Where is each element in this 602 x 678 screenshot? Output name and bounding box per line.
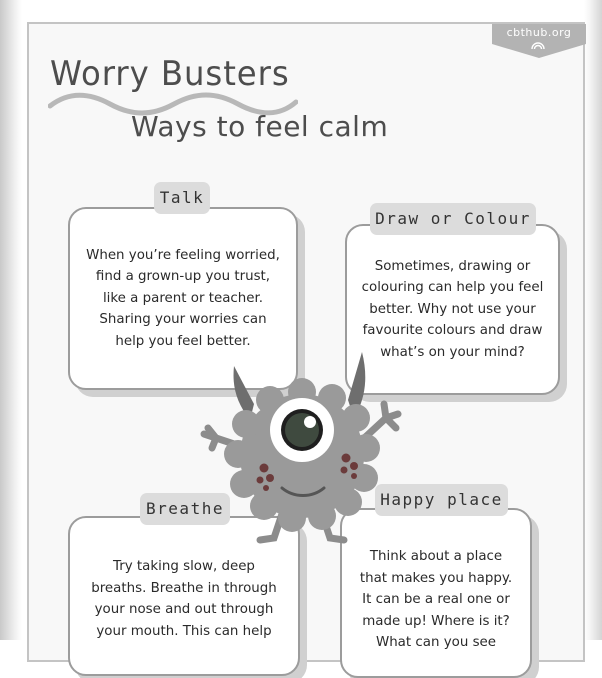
breathe-label: Breathe <box>140 493 230 525</box>
draw-label: Draw or Colour <box>370 203 536 235</box>
breathe-card-text: Try taking slow, deep breaths. Breathe in through your nose and out through your mouth. This can help <box>91 559 277 639</box>
brand-site-label: cbthub.org <box>506 26 572 39</box>
talk-label: Talk <box>154 182 210 214</box>
page-title: Worry Busters <box>50 54 290 94</box>
page-edge-shadow-right <box>584 0 602 640</box>
page-edge-shadow-left <box>0 0 22 640</box>
monster-illustration <box>198 342 408 552</box>
rainbow-icon <box>531 41 545 49</box>
draw-card-text: Sometimes, drawing or colouring can help you feel better. Why not use your favourite colours and draw what’s on your mind? <box>361 258 544 360</box>
talk-card-text: When you’re feeling worried, find a grown-up you trust, like a parent or teacher. Sharing your worries can help you feel better. <box>86 247 280 349</box>
happy-place-label: Happy place <box>375 484 508 516</box>
happy-place-card-text: Think about a place that makes you happy. It can be a real one or made up! Where is it? What can you see <box>359 549 513 650</box>
page-subtitle: Ways to feel calm <box>131 110 389 143</box>
